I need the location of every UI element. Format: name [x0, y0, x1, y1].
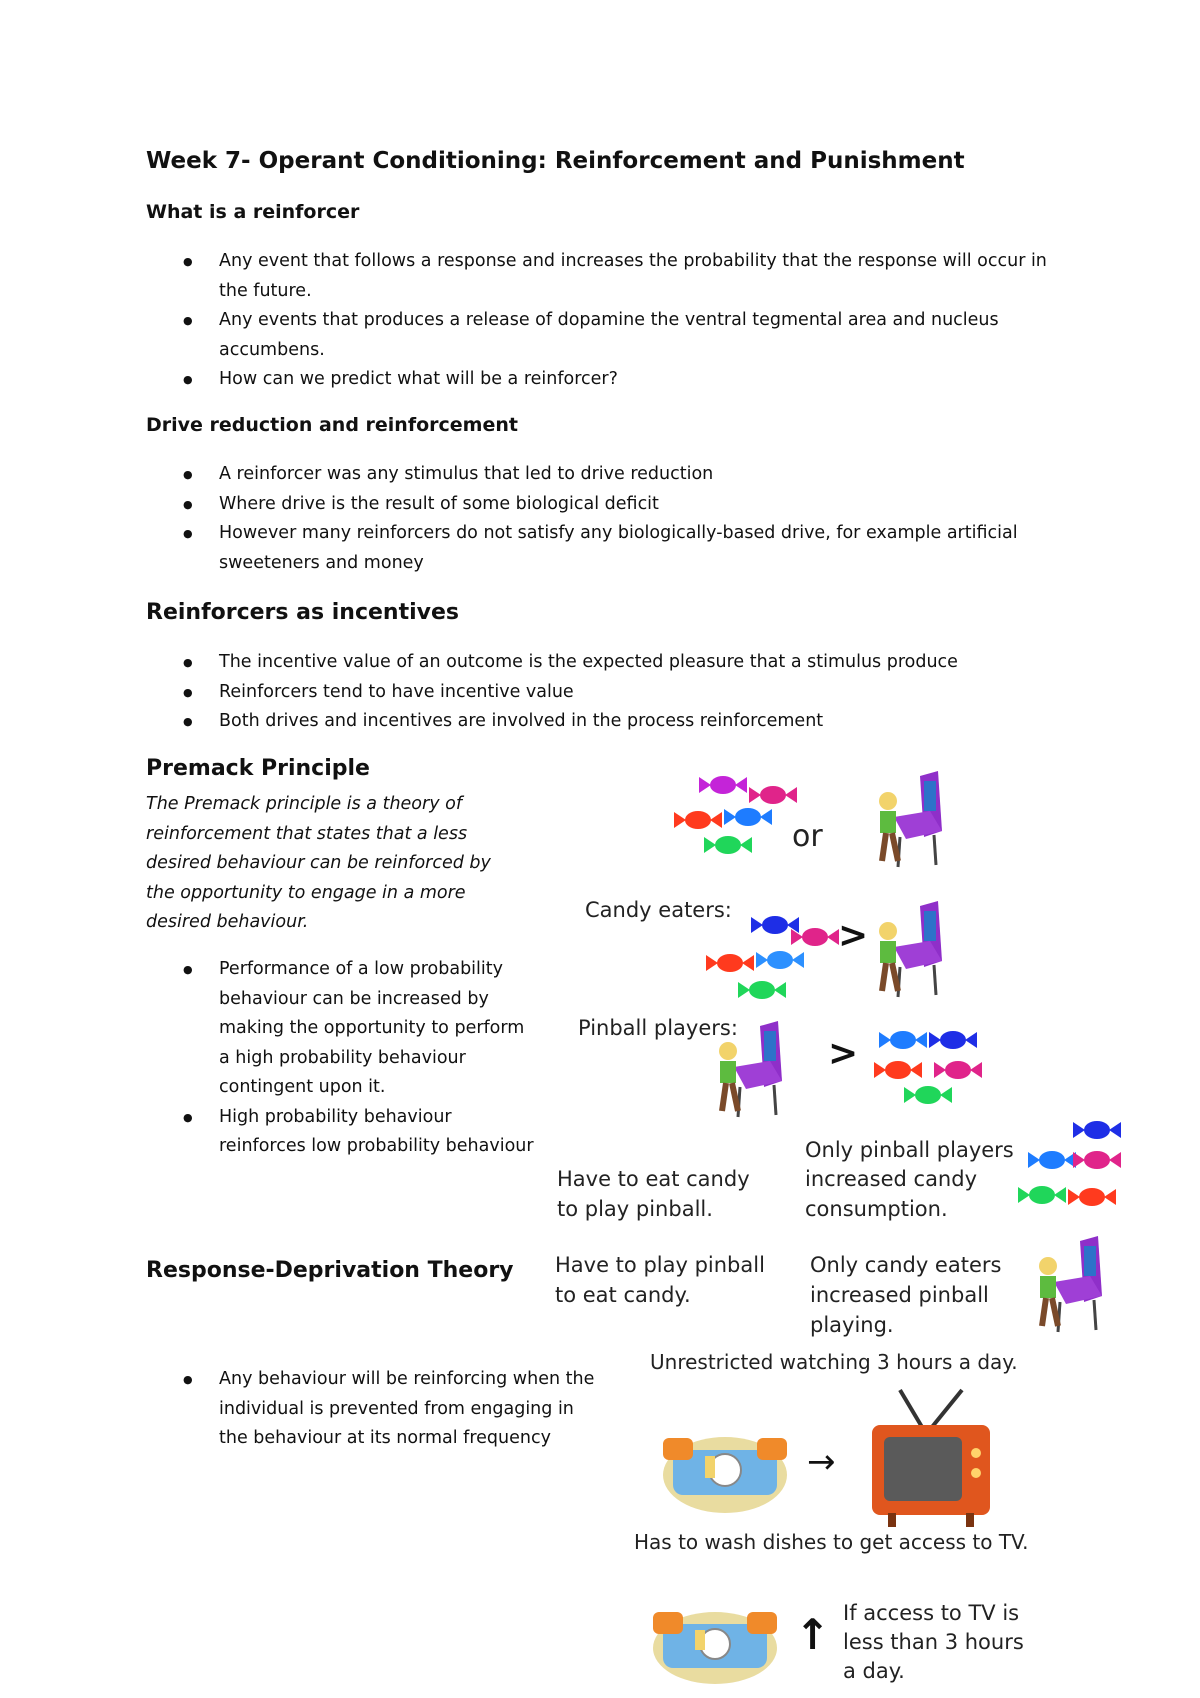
only-candy-line-3: playing.	[810, 1313, 894, 1337]
only-pinball-line-3: consumption.	[805, 1197, 948, 1221]
page-title: Week 7- Operant Conditioning: Reinforcement and Punishment	[146, 148, 965, 174]
pinball-player-icon	[870, 895, 980, 1005]
unrestricted-caption: Unrestricted watching 3 hours a day.	[650, 1350, 1018, 1374]
heading-what-is-a-reinforcer: What is a reinforcer	[146, 201, 360, 223]
list-item: ● Any events that produces a release of dopamine the ventral tegmental area and nucleus accumbens.	[146, 306, 1066, 365]
heading-drive-reduction: Drive reduction and reinforcement	[146, 414, 518, 436]
if-access-line-3: a day.	[843, 1659, 905, 1683]
list-item: ● Performance of a low probability behaviour can be increased by making the opportunity to perform a high probability behaviour contingent upon it.	[146, 955, 536, 1103]
drive-list	[146, 460, 1066, 578]
heading-premack-principle: Premack Principle	[146, 756, 370, 781]
if-access-line-1: If access to TV is	[843, 1601, 1020, 1625]
list-item: ● A reinforcer was any stimulus that led to drive reduction	[146, 460, 1066, 490]
incentives-list	[146, 648, 1066, 737]
reinforcer-list	[146, 247, 1066, 395]
premack-list	[146, 955, 536, 1162]
list-item: ● Any event that follows a response and increases the probability that the response will occur in the future.	[146, 247, 1066, 306]
if-access-line-2: less than 3 hours	[843, 1630, 1024, 1654]
list-item: ● Reinforcers tend to have incentive value	[146, 678, 1066, 708]
deprivation-list	[146, 1365, 596, 1454]
pinball-player-icon	[1035, 1230, 1135, 1340]
tv-icon	[860, 1385, 995, 1530]
only-pinball-line-2: increased candy	[805, 1167, 977, 1191]
list-item: ● Both drives and incentives are involved in the process reinforcement	[146, 707, 1066, 737]
heading-response-deprivation: Response-Deprivation Theory	[146, 1258, 514, 1283]
list-item: ● Any behaviour will be reinforcing when the individual is prevented from engaging in the behaviour at its normal frequency	[146, 1365, 596, 1454]
arrow-up-icon: ↑	[795, 1610, 831, 1659]
wash-dishes-caption: Has to wash dishes to get access to TV.	[634, 1530, 1029, 1554]
eat-to-play-line-2: to play pinball.	[557, 1197, 713, 1221]
wash-dishes-icon	[655, 1420, 795, 1520]
only-candy-line-1: Only candy eaters	[810, 1253, 1002, 1277]
wash-dishes-icon	[645, 1598, 785, 1688]
list-item: ● The incentive value of an outcome is the expected pleasure that a stimulus produce	[146, 648, 1066, 678]
play-to-eat-line-1: Have to play pinball	[555, 1253, 765, 1277]
list-item: ● High probability behaviour reinforces low probability behaviour	[146, 1103, 536, 1162]
premack-definition: The Premack principle is a theory of reinforcement that states that a less desired behaviour can be reinforced by the opportunity to engage in a more desired behaviour.	[146, 794, 491, 932]
eat-to-play-line-1: Have to eat candy	[557, 1167, 750, 1191]
list-item: ● How can we predict what will be a reinforcer?	[146, 365, 1066, 395]
candy-cluster-icon	[700, 905, 850, 1015]
candy-eaters-label: Candy eaters:	[585, 898, 732, 922]
only-candy-line-2: increased pinball	[810, 1283, 989, 1307]
candy-cluster-icon	[1012, 1115, 1132, 1225]
heading-reinforcers-as-incentives: Reinforcers as incentives	[146, 600, 460, 625]
pinball-players-label: Pinball players:	[578, 1016, 738, 1040]
pinball-player-icon	[715, 1015, 825, 1125]
candy-cluster-icon	[858, 1020, 998, 1120]
greater-than-symbol: >	[838, 915, 869, 956]
or-label: or	[792, 819, 823, 854]
list-item: ● However many reinforcers do not satisfy any biologically-based drive, for example artificial sweeteners and money	[146, 519, 1066, 578]
play-to-eat-line-2: to eat candy.	[555, 1283, 691, 1307]
only-pinball-line-1: Only pinball players	[805, 1138, 1014, 1162]
list-item: ● Where drive is the result of some biological deficit	[146, 490, 1066, 520]
greater-than-symbol: >	[828, 1033, 859, 1074]
arrow-right-icon: →	[807, 1442, 836, 1482]
pinball-player-icon	[870, 765, 980, 875]
